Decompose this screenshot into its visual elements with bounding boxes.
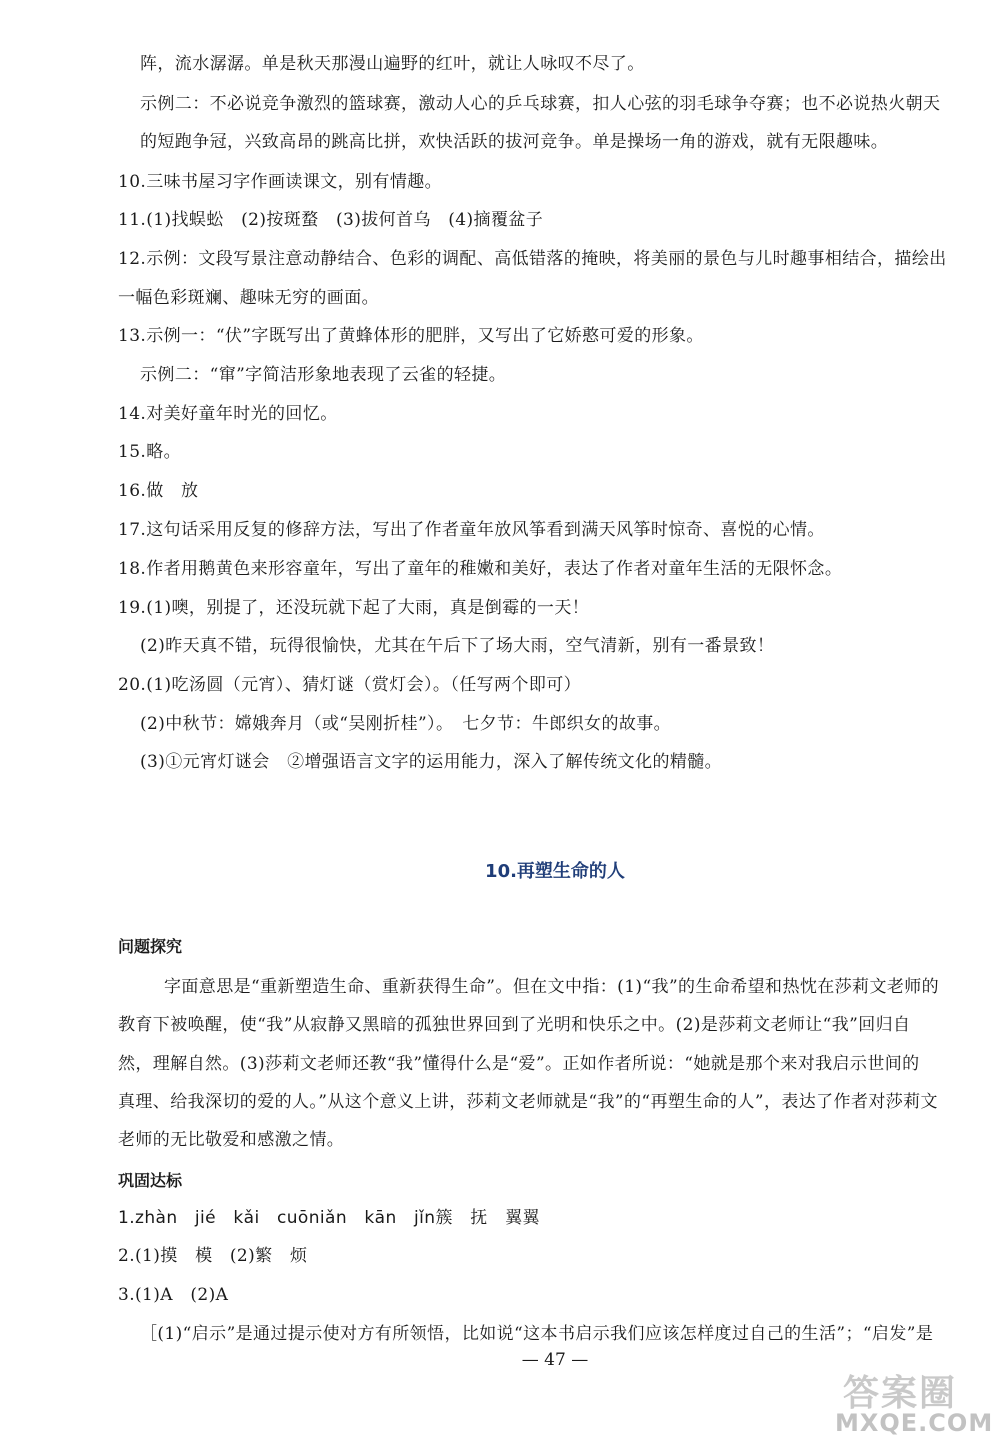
paragraph-line: 老师的无比敬爱和感激之情。 — [118, 1130, 345, 1150]
answer-15: 15.略。 — [118, 442, 182, 462]
answer-11: 11.(1)找蜈蚣 (2)按斑蝥 (3)拔何首乌 (4)摘覆盆子 — [118, 210, 544, 230]
answer-10: 10.三味书屋习字作画读课文，别有情趣。 — [118, 172, 443, 192]
answer-2: 2.(1)摸 模 (2)繁 烦 — [118, 1246, 308, 1266]
answer-14: 14.对美好童年时光的回忆。 — [118, 404, 338, 424]
answer-3: 3.(1)A (2)A — [118, 1285, 229, 1305]
answer-18: 18.作者用鹅黄色来形容童年，写出了童年的稚嫩和美好，表达了作者对童年生活的无限怀念。 — [118, 559, 843, 579]
answer-12: 12.示例：文段写景注意动静结合、色彩的调配、高低错落的掩映，将美丽的景色与儿时趣事相结合，描绘出 — [118, 249, 947, 269]
heading-problem-inquiry: 问题探究 — [118, 937, 183, 956]
answer-3-explanation: ［(1)“启示”是通过提示使对方有所领悟，比如说“这本书启示我们应该怎样度过自己的生活”；“启发”是 — [140, 1324, 934, 1344]
text-line: 阵，流水潺潺。单是秋天那漫山遍野的红叶，就让人咏叹不尽了。 — [140, 54, 645, 74]
answer-1-pinyin: 1.zhàn jié kǎi cuōniǎn kān jǐn簇 抚 翼翼 — [118, 1208, 540, 1228]
text-line: (3)①元宵灯谜会 ②增强语言文字的运用能力，深入了解传统文化的精髓。 — [140, 752, 723, 772]
text-line: (2)昨天真不错，玩得很愉快，尤其在午后下了场大雨，空气清新，别有一番景致！ — [140, 636, 775, 656]
answer-16: 16.做 放 — [118, 481, 199, 501]
text-line: (2)中秋节：嫦娥奔月（或“吴刚折桂”）。 七夕节：牛郎织女的故事。 — [140, 714, 672, 734]
answer-20: 20.(1)吃汤圆（元宵）、猜灯谜（赏灯会）。（任写两个即可） — [118, 675, 582, 695]
page-number: — 47 — — [521, 1350, 589, 1370]
paragraph-line: 然，理解自然。(3)莎莉文老师还教“我”懂得什么是“爱”。正如作者所说：“她就是那个来对我启示世间的 — [118, 1054, 920, 1074]
answer-13: 13.示例一：“伏”字既写出了黄蜂体形的肥胖，又写出了它娇憨可爱的形象。 — [118, 326, 704, 346]
text-line: 一幅色彩斑斓、趣味无穷的画面。 — [118, 288, 379, 308]
text-line: 示例二：不必说竞争激烈的篮球赛，激动人心的乒乓球赛，扣人心弦的羽毛球争夺赛；也不必说热火朝天 — [140, 94, 941, 114]
text-line: 的短跑争冠，兴致高昂的跳高比拼，欢快活跃的拔河竞争。单是操场一角的游戏，就有无限趣味。 — [140, 132, 889, 152]
answer-17: 17.这句话采用反复的修辞方法，写出了作者童年放风筝看到满天风筝时惊奇、喜悦的心情。 — [118, 520, 825, 540]
watermark-logo: 答案圈 — [843, 1373, 958, 1414]
text-line: 示例二：“窜”字简洁形象地表现了云雀的轻捷。 — [140, 365, 507, 385]
watermark-url: MXQE.COM — [835, 1409, 994, 1437]
paragraph-line: 真理、给我深切的爱的人。”从这个意义上讲，莎莉文老师就是“我”的“再塑生命的人”，表达了作者对莎莉文 — [118, 1092, 938, 1112]
answer-19: 19.(1)噢，别提了，还没玩就下起了大雨，真是倒霉的一天！ — [118, 598, 590, 618]
watermark — [835, 1365, 995, 1440]
paragraph-line: 字面意思是“重新塑造生命、重新获得生命”。但在文中指：(1)“我”的生命希望和热忱在莎莉文老师的 — [164, 977, 940, 997]
heading-consolidation: 巩固达标 — [118, 1171, 183, 1190]
paragraph-line: 教育下被唤醒，使“我”从寂静又黑暗的孤独世界回到了光明和快乐之中。(2)是莎莉文老师让“我”回归自 — [118, 1015, 911, 1035]
section-title: 10.再塑生命的人 — [485, 861, 625, 882]
